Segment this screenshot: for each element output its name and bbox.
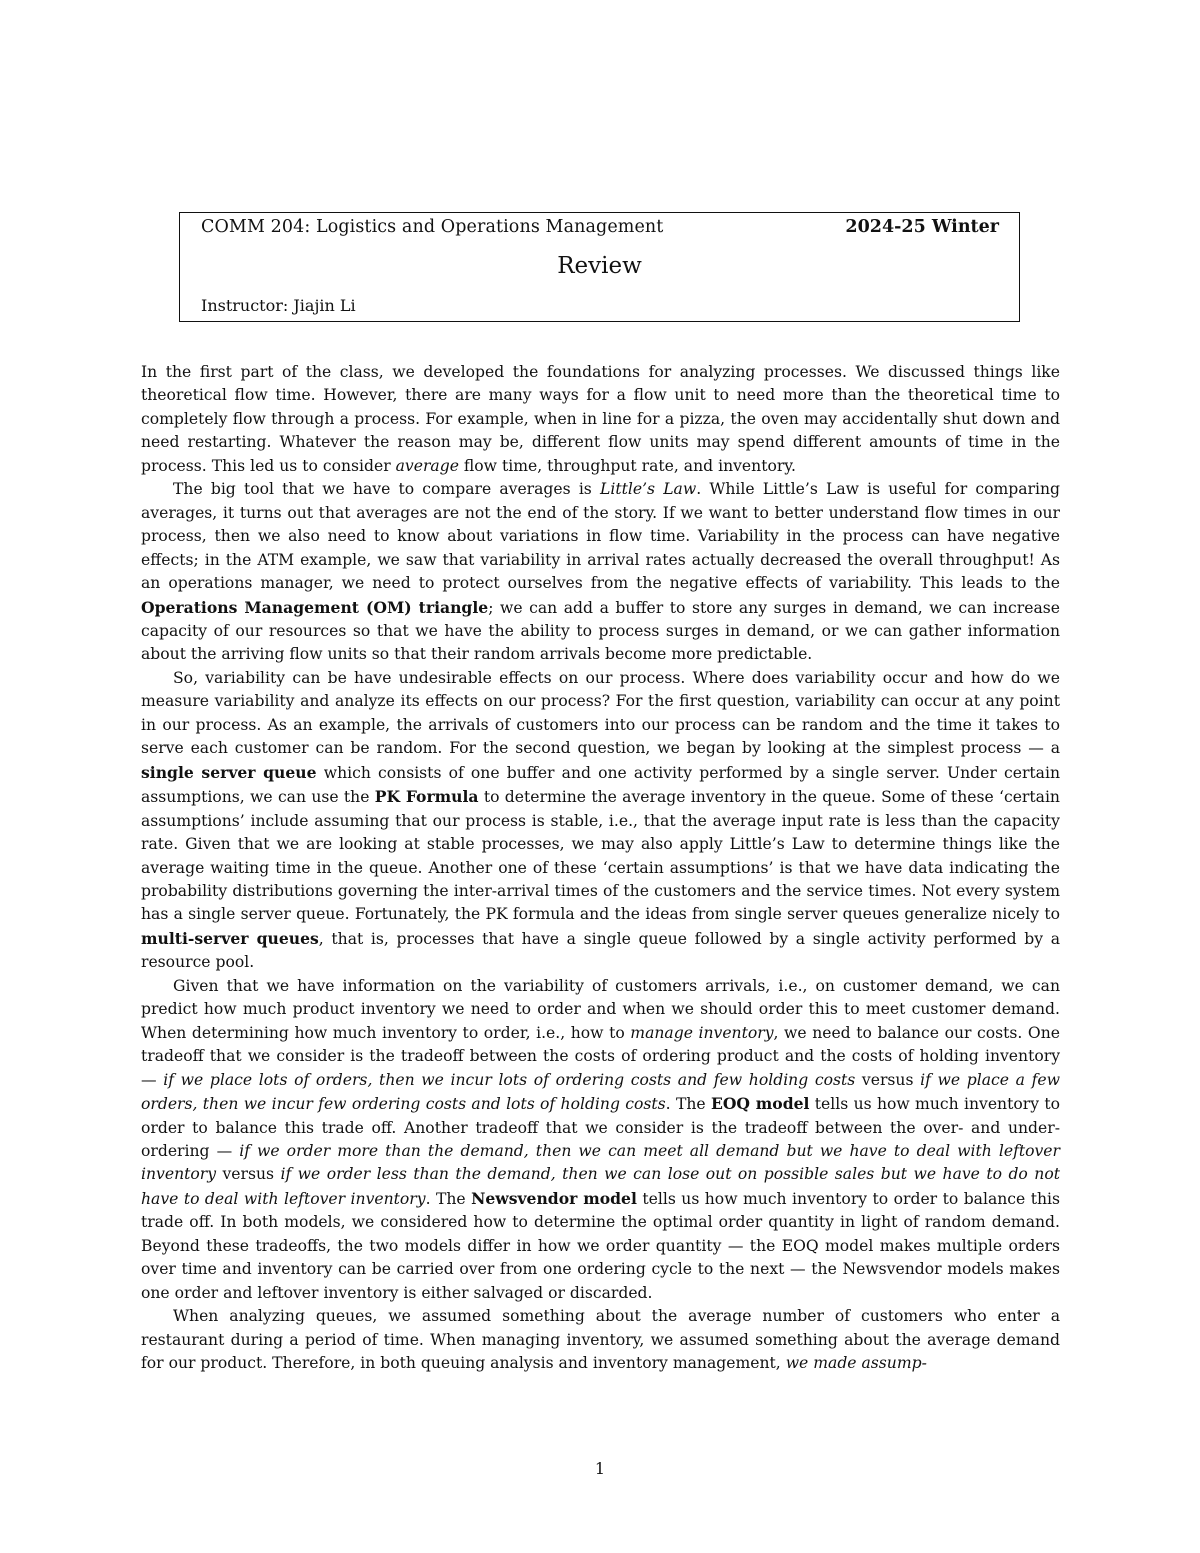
paragraph-1 [141,361,1060,478]
paragraph-text: , we need to balance our costs. One tradeoff that we consider is the tradeoff between the costs of ordering product and the costs of holding inventory — [141,1023,1060,1089]
paragraph-text: So, variability can be have undesirable effects on our process. Where does variability occur and how do we measure variability and analyze its effects on our process? For the first question, variability can occur at any point in our process. As an example, the arrivals of customers into our process can be random and the time it takes to serve each customer can be random. For the second question, we began by looking at the simplest process — a [141,668,1060,758]
emphasis-text: we made assump- [785,1354,927,1373]
paragraph-text: . The [425,1189,472,1208]
course-title: COMM 204: Logistics and Operations Management [201,217,664,237]
term-label: 2024-25 Winter [845,217,999,237]
paragraph-text: tells us how much inventory to order to balance this trade off. Another tradeoff that we consider is the tradeoff between the over- and under-ordering — [141,1095,1060,1160]
emphasis-text: if we order less than the demand, then we can lose out on possible sales but we have to do not have to deal with leftover inventory [141,1165,1060,1208]
emphasis-text: if we place a few orders, then we incur few ordering costs and lots of holding costs [141,1070,1060,1114]
paragraph-5 [141,1305,1060,1375]
paragraph-text: ; we can add a buffer to store any surges in demand, we can increase capacity of our resources so that we have the ability to process surges in demand, or we can gather information about the arriving flow units so that their random arrivals become more predictable. [141,598,1060,664]
paragraph-text: When analyzing queues, we assumed something about the average number of customers who enter a restaurant during a period of time. When managing inventory, we assumed something about the average demand for our product. Therefore, in both queuing analysis and inventory management, [141,1307,1060,1373]
instructor-name: Instructor: Jiajin Li [201,296,356,315]
paragraph-text: versus [216,1165,281,1184]
paragraph-4 [141,975,1060,1305]
paragraph-3 [141,667,1060,975]
emphasis-text: if we place lots of orders, then we incur lots of ordering costs and few holding costs [163,1070,856,1089]
paragraph-text: to determine the average inventory in the queue. Some of these ‘certain assumptions’ include assuming that our process is stable, i.e., that the average input rate is less than the capacity rate. Given that we are looking at stable processes, we may also apply Little’s Law to determine things like the average waiting time in the queue. Another one of these ‘certain assumptions’ is that we have data indicating the probability distributions governing the inter-arrival times of the customers and the service times. Not every system has a single server queue. Fortunately, the PK formula and the ideas from single server queues generalize nicely to [141,788,1060,924]
paragraph-text: . While Little’s Law is useful for comparing averages, it turns out that averages are not the end of the story. If we want to better understand flow times in our process, then we also need to know about variations in flow time. Variability in the process can have negative effects; in the ATM example, we saw that variability in arrival rates actually decreased the overall throughput! As an operations manager, we need to protect ourselves from the negative effects of variability. This leads to the [141,480,1060,593]
paragraph-text: tells us how much inventory to order to balance this trade off. In both models, we considered how to determine the optimal order quantity in light of random demand. Beyond these tradeoffs, the two models differ in how we order quantity — the EOQ model makes multiple orders over time and inventory can be carried over from one ordering cycle to the next — the Newsvendor models makes one order and leftover inventory is either salvaged or discarded. [141,1189,1061,1302]
emphasis-text: average [395,456,459,475]
bold-term: PK Formula [374,787,479,807]
paragraph-text: . The [665,1095,711,1114]
paragraph-2 [141,478,1060,667]
emphasis-text: manage inventory [630,1023,774,1042]
paragraph-text: , that is, processes that have a single queue followed by a single activity performed by a resource pool. [141,929,1060,972]
bold-term: Newsvendor model [471,1188,637,1208]
page-number: 1 [594,1459,606,1478]
paragraph-text: which consists of one buffer and one activity performed by a single server. Under certain assumptions, we can use the [141,763,1060,807]
emphasis-text: Little’s Law [599,480,697,499]
bold-term: EOQ model [710,1094,810,1114]
bold-term: single server queue [141,762,317,782]
paragraph-text: In the first part of the class, we developed the foundations for analyzing processes. We discussed things like theoretical flow time. However, there are many ways for a flow unit to need more than the theoretical time to completely flow through a process. For example, when in line for a pizza, the oven may accidentally shut down and need restarting. Whatever the reason may be, different flow units may spend different amounts of time in the process. This led us to consider [141,363,1060,475]
paragraph-text: flow time, throughput rate, and inventory. [458,456,796,475]
page-title: Review [557,253,642,279]
document-body [141,361,1060,1375]
paragraph-text: Given that we have information on the variability of customers arrivals, i.e., on customer demand, we can predict how much product inventory we need to order and when we should order this to meet customer demand. When determining how much inventory to order, i.e., how to [141,976,1060,1042]
paragraph-text: versus [855,1070,921,1089]
bold-term: Operations Management (OM) triangle [141,597,489,617]
bold-term: multi-server queues [141,928,319,948]
emphasis-text: if we order more than the demand, then we can meet all demand but we have to deal with leftover inventory [141,1141,1060,1184]
course-header-box [179,212,1020,322]
paragraph-text: The big tool that we have to compare averages is [173,480,600,499]
